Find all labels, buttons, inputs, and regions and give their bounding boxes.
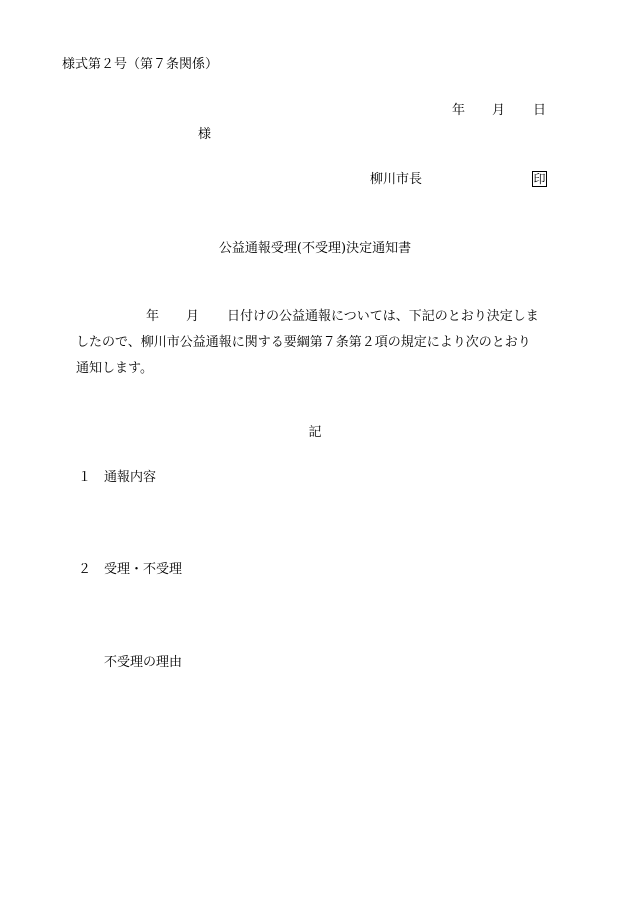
document-title: 公益通報受理(不受理)決定通知書 [218,241,412,256]
rejection-reason-label: 不受理の理由 [104,655,183,670]
item-number: １ [78,470,92,485]
body-line-1 [76,304,561,330]
body-line-3: 通知します。 [76,361,153,376]
item-number: ２ [78,562,92,577]
body-line-1-text: 日付けの公益通報については、下記のとおり決定しま [227,309,539,324]
date-day-label: 日 [533,103,547,118]
body-year-label: 年 [146,309,160,324]
item-label-acceptance: 受理・不受理 [104,562,183,577]
body-paragraph [76,304,561,382]
date-year-label: 年 [452,103,466,118]
ki-heading: 記 [308,425,322,440]
date-month-label: 月 [492,103,506,118]
body-line-2: したので、柳川市公益通報に関する要綱第７条第２項の規定により次のとおり [76,335,531,350]
sender-name: 柳川市長 [370,172,423,187]
form-label: 様式第２号（第７条関係） [62,57,219,72]
addressee-suffix: 様 [198,127,212,142]
item-label-content: 通報内容 [104,470,157,485]
body-month-label: 月 [186,309,200,324]
seal-mark: 印 [533,172,546,186]
